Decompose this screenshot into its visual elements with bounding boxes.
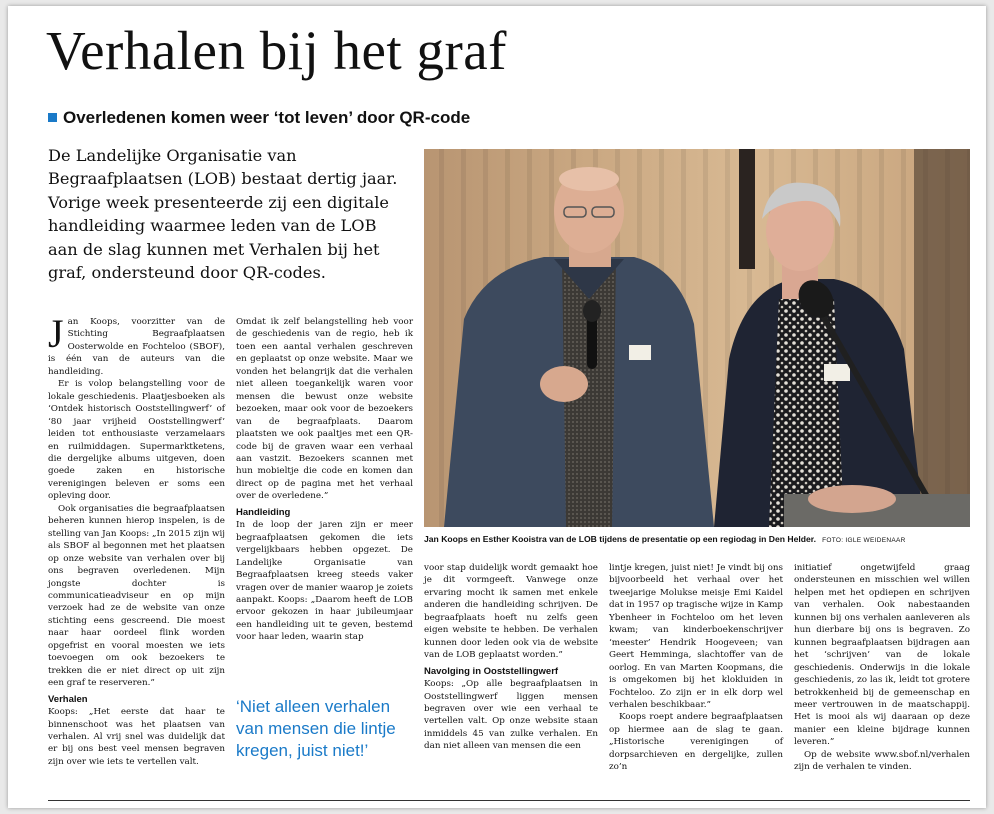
bottom-rule	[48, 800, 970, 801]
pull-quote: ‘Niet alleen verhalen van mensen die lintje kregen, juist niet!’	[236, 697, 396, 760]
section-heading: Verhalen	[48, 693, 88, 705]
paragraph-text: an Koops, voorzitter van de Stichting Begraafplaatsen Oosterwolde en Fochteloo (SBOF), is één van de auteurs van die handleiding.	[48, 317, 225, 377]
subheadline-text: Overledenen komen weer ‘tot leven’ door QR-code	[63, 108, 471, 127]
paragraph: Omdat ik zelf belangstelling heb voor de geschiedenis van de regio, heb ik toen een aantal verhalen geschreven en geplaatst op onze website. Maar we vonden het belangrijk dat die verhalen niet alleen toegankelijk waren voor mensen die bewust onze website bezoeken, maar ook voor de bezoekers van de begraafplaats. Daarom plaatsten we ook paaltjes met een QR-code bij de graven waar een verhaal aan vastzit. Bezoekers scannen met hun mobieltje die code en komen dan direct op de pagina met het verhaal over de overledene.”	[236, 317, 413, 502]
article-column-2	[236, 316, 413, 644]
subheadline	[48, 108, 470, 128]
paragraph: Koops: „Het eerste dat haar te binnenschoot was het plaatsen van verhalen. Al vrij snel was duidelijk dat er bij ons best veel mensen begraven zijn over wie iets te vertellen valt.	[48, 707, 225, 767]
section-heading: Navolging in Ooststellingwerf	[424, 665, 559, 677]
photo-caption	[424, 534, 970, 544]
headline: Verhalen bij het graf	[46, 20, 508, 81]
photo-credit: FOTO: IGLE WEIDENAAR	[822, 537, 906, 544]
article-photo	[424, 149, 970, 527]
intro-paragraph: De Landelijke Organisatie van Begraafplaatsen (LOB) bestaat dertig jaar. Vorige week presenteerde zij een digitale handleiding waarmee leden van de LOB aan de slag kunnen met Verhalen bij het graf, ondersteund door QR-codes.	[48, 146, 398, 283]
paragraph: In de loop der jaren zijn er meer begraafplaatsen gekomen die iets vergelijkbaars hebben opgezet. De Landelijke Organisatie van Begraafplaatsen kreeg steeds vaker vragen over de manier waarop je zoiets aanpakt. Koops: „Daarom heeft de LOB ervoor gekozen in haar jubileumjaar een handleiding uit te geven, bestemd voor haar leden, waarin stap	[236, 520, 413, 643]
paragraph: Ook organisaties die begraafplaatsen beheren kunnen hierop inspelen, is de stelling van Jan Koops: „In 2015 zijn wij als SBOF al begonnen met het plaatsen op onze website van verhalen over bij ons begraven overledenen. Mijn jongste dochter is communicatieadviseur en op mijn verzoek had ze de website van onze stichting eens gescreend. Die moest naar haar oordeel flink worden opgefrist en vooral moesten we iets toevoegen om ook bezoekers te trekken die er niet direct op uit zijn een graf te reserveren.”	[48, 503, 225, 689]
article-column-1	[48, 311, 225, 768]
paragraph: lintje kregen, juist niet! Je vindt bij ons bijvoorbeeld het verhaal over het tweejarige Molukse meisje Emi Kaidel dat in 1957 op tragische wijze in Kamp Ybenheer in Fochteloo om het leven kwam; van kinderboekenschrijver ‘meester’ Hendrik Hoogeveen; van Geert Hemminga, slachtoffer van de oorlog. En van Marten Koopmans, die is omgekomen bij het klokluiden in Fochteloo. Zo zijn er in elk dorp wel verhalen beschikbaar.”	[609, 563, 783, 710]
paragraph: initiatief ongetwijfeld graag ondersteunen en misschien wel willen helpen met het opdiepen en schrijven van verhalen. Ook nabestaanden kunnen bij ons verhalen aanleveren als hun dierbare bij ons is begraven. Zo kunnen begraafplaatsen bijdragen aan het ‘schrijven’ van de lokale geschiedenis. Onderwijs in die lokale geschiedenis, zo las ik, leidt tot grotere betrokkenheid bij de gemeenschap en meer vertrouwen in de maatschappij. Het is mooi als wij daaraan op deze manier een kleine bijdrage kunnen leveren.”	[794, 563, 970, 748]
photo-illustration	[424, 149, 970, 527]
section-heading: Handleiding	[236, 506, 291, 518]
blue-square-bullet-icon	[48, 113, 57, 122]
article-column-5	[794, 562, 970, 774]
newspaper-clipping	[8, 6, 986, 808]
article-column-3	[424, 562, 598, 753]
paragraph: Koops roept andere begraafplaatsen op hiermee aan de slag te gaan. „Historische verenigingen of dorpsarchieven en dergelijke, zullen zo’n	[609, 712, 783, 773]
paragraph: voor stap duidelijk wordt gemaakt hoe je dit vormgeeft. Vanwege onze ervaring mocht ik samen met enkele anderen die handleiding schrijven. De begraafplaats hoeft nu zelfs geen eigen website te hebben. De verhalen kunnen door leden ook via de website van de LOB geplaatst worden.”	[424, 563, 598, 661]
article-column-4	[609, 562, 783, 774]
paragraph	[48, 311, 225, 378]
drop-cap: J	[48, 311, 64, 356]
paragraph: Koops: „Op alle begraafplaatsen in Ooststellingwerf liggen mensen begraven over wie een verhaal te vertellen valt. Op onze website staan inmiddels 45 van zulke verhalen. En dan niet alleen van mensen die een	[424, 679, 598, 752]
caption-text: Jan Koops en Esther Kooistra van de LOB tijdens de presentatie op een regiodag in Den Helder.	[424, 534, 817, 544]
paragraph: Op de website www.sbof.nl/verhalen zijn de verhalen te vinden.	[794, 749, 970, 773]
paragraph: Er is volop belangstelling voor de lokale geschiedenis. Plaatjesboeken als ‘Ontdek historisch Ooststellingwerf’ of ‘80 jaar vrijheid Ooststellingwerf’ leiden tot enthousiaste verzamelaars en ruilmiddagen. Supermarktketens, die dergelijke albums uitgeven, doen goede zaken en historische verenigingen beleven er soms een opleving door.	[48, 379, 225, 502]
